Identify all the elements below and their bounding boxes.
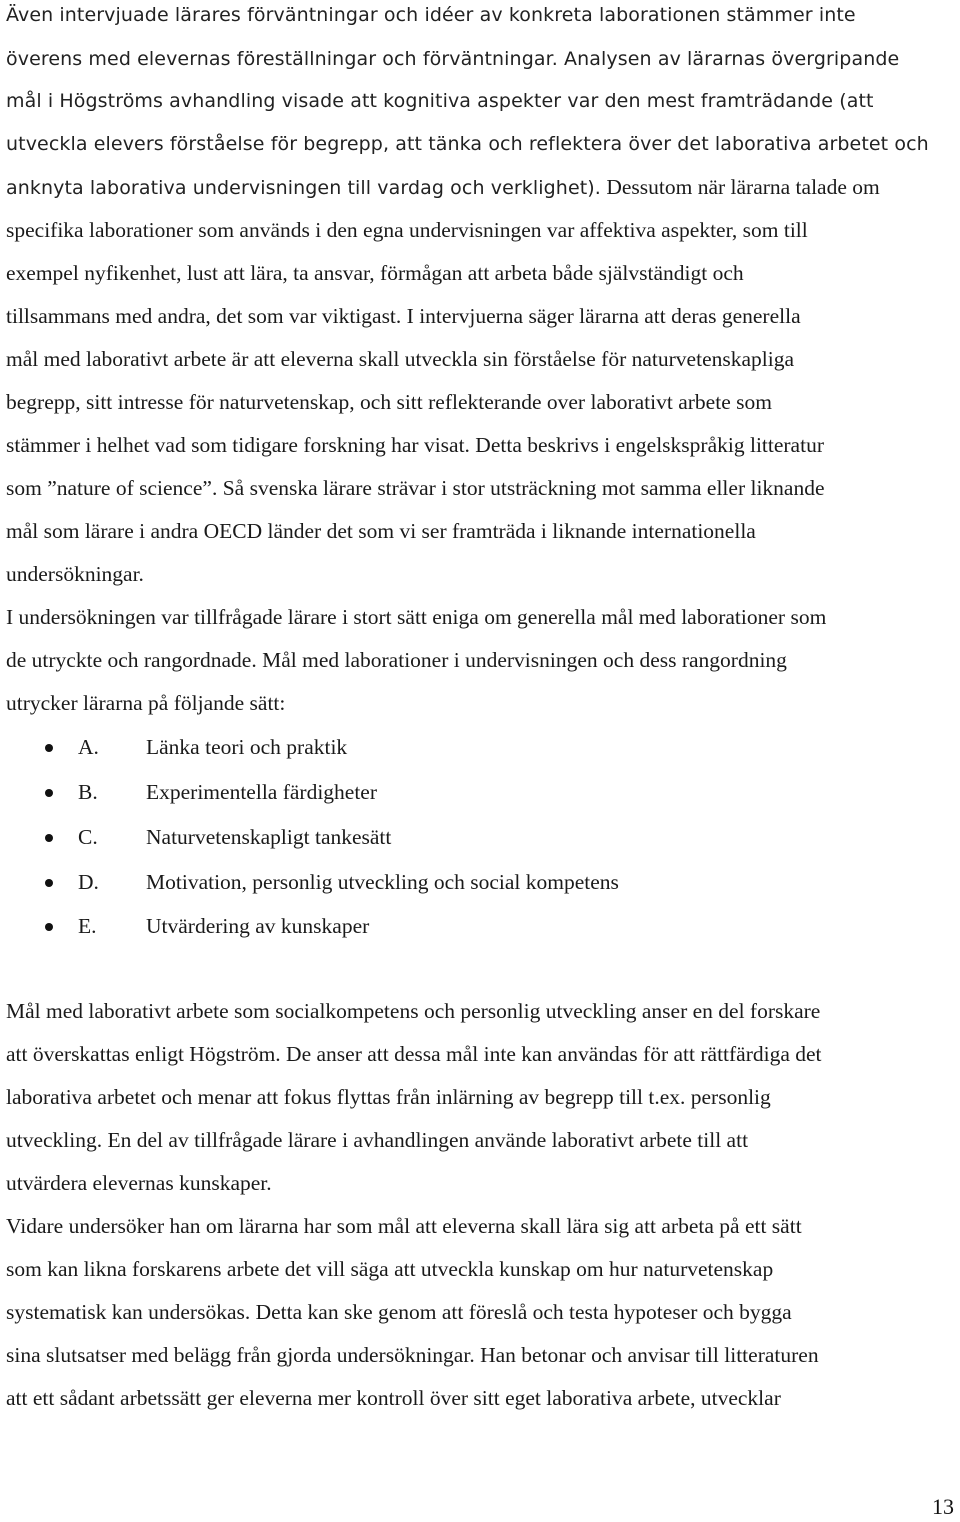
text-line: utvärdera elevernas kunskaper. xyxy=(6,1171,272,1195)
text-line: mål med laborativt arbete är att eleverna skall utveckla sin förståelse för naturvetenskapliga xyxy=(6,347,795,371)
text-line: utveckla elevers förståelse för begrepp, att tänka och reflektera över det laborativa arbetet och xyxy=(6,133,929,155)
text-line: laborativa arbetet och menar att fokus flyttas från inlärning av begrepp till t.ex. personlig xyxy=(6,1085,771,1109)
text-line: Mål med laborativt arbete som socialkompetens och personlig utveckling anser en del forskare xyxy=(6,999,821,1023)
text-line: utveckling. En del av tillfrågade lärare i avhandlingen använde laborativt arbete till att xyxy=(6,1128,749,1152)
bullet-icon xyxy=(45,834,53,842)
list-item-marker: B. xyxy=(78,780,98,804)
bullet-icon xyxy=(45,744,53,752)
list-item-text: Motivation, personlig utveckling och social kompetens xyxy=(146,870,619,894)
bullet-icon xyxy=(45,923,53,931)
text-line xyxy=(6,174,880,201)
text-line: Vidare undersöker han om lärarna har som mål att eleverna skall lära sig att arbeta på ett sätt xyxy=(6,1214,802,1238)
text-line: att ett sådant arbetssätt ger eleverna mer kontroll över sitt eget laborativa arbete, utvecklar xyxy=(6,1386,781,1410)
text-segment: Dessutom när lärarna talade om xyxy=(600,175,880,199)
text-line: Även intervjuade lärares förväntningar och idéer av konkreta laborationen stämmer inte xyxy=(6,4,856,26)
text-line: mål som lärare i andra OECD länder det som vi ser framträda i liknande internationella xyxy=(6,519,756,543)
list-item xyxy=(6,779,706,805)
text-line: exempel nyfikenhet, lust att lära, ta ansvar, förmågan att arbeta både självständigt och xyxy=(6,261,744,285)
text-segment: I intervjuerna säger lärarna att deras generella xyxy=(401,304,801,328)
list-item-text: Naturvetenskapligt tankesätt xyxy=(146,825,392,849)
list-item-text: Utvärdering av kunskaper xyxy=(146,914,370,938)
text-line: mål i Högströms avhandling visade att kognitiva aspekter var den mest framträdande (att xyxy=(6,90,874,112)
list-item-marker: A. xyxy=(78,735,99,759)
text-line: stämmer i helhet vad som tidigare forskning har visat. Detta beskrivs i engelskspråkig litteratur xyxy=(6,433,824,457)
text-line xyxy=(6,45,899,72)
bullet-icon xyxy=(45,879,53,887)
text-line: undersökningar. xyxy=(6,562,144,586)
text-segment: Analysen av lärarnas övergripande xyxy=(557,48,900,70)
text-segment: tillsammans med andra, det som var viktigast. xyxy=(6,304,402,328)
text-line: systematisk kan undersökas. Detta kan ske genom att föreslå och testa hypoteser och bygga xyxy=(6,1300,792,1324)
list-item xyxy=(6,869,706,895)
list-item xyxy=(6,913,706,939)
list-item-text: Länka teori och praktik xyxy=(146,735,348,759)
list-item xyxy=(6,824,706,850)
list-item-marker: E. xyxy=(78,914,97,938)
text-line xyxy=(6,475,825,501)
text-segment: överens med elevernas föreställningar och förväntningar. xyxy=(6,48,558,70)
list-item-marker: C. xyxy=(78,825,98,849)
text-segment: som ”nature of science”. xyxy=(6,476,218,500)
text-line: de utryckte och rangordnade. Mål med laborationer i undervisningen och dess rangordning xyxy=(6,648,787,672)
text-line: att överskattas enligt Högström. De anser att dessa mål inte kan användas för att rättfärdiga det xyxy=(6,1042,822,1066)
text-line: specifika laborationer som används i den egna undervisningen var affektiva aspekter, som till xyxy=(6,218,808,242)
text-segment: Så svenska lärare strävar i stor utsträckning mot samma eller liknande xyxy=(217,476,825,500)
text-line: som kan likna forskarens arbete det vill säga att utveckla kunskap om hur naturvetenskap xyxy=(6,1257,774,1281)
text-segment: anknyta laborativa undervisningen till vardag och verklighet). xyxy=(6,177,601,199)
text-line xyxy=(6,303,801,329)
bullet-icon xyxy=(45,789,53,797)
page-number: 13 xyxy=(932,1494,954,1519)
text-line: sina slutsatser med belägg från gjorda undersökningar. Han betonar och anvisar till litteraturen xyxy=(6,1343,819,1367)
text-line: utrycker lärarna på följande sätt: xyxy=(6,691,286,715)
text-line: begrepp, sitt intresse för naturvetenskap, och sitt reflekterande over laborativt arbete som xyxy=(6,390,772,414)
list-item-marker: D. xyxy=(78,870,99,894)
list-item-text: Experimentella färdigheter xyxy=(146,780,378,804)
list-item xyxy=(6,734,706,760)
text-line: I undersökningen var tillfrågade lärare i stort sätt eniga om generella mål med laborationer som xyxy=(6,605,827,629)
